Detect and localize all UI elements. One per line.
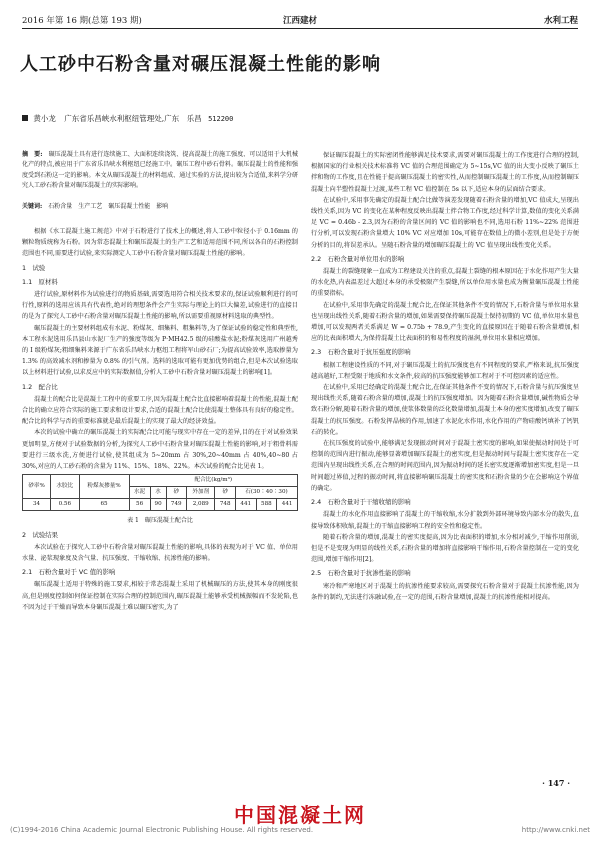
paragraph: 本次试验在于探究人工砂中石粉含量对碾压混凝土性能的影响,具体的表现为对于 VC 值、单位用水量、泌浆现象度及含气量、抗压强度、干缩收缩、抗渗性能的影响。 — [22, 543, 298, 562]
section-heading: 2.2 石粉含量对单位用水的影响 — [311, 254, 405, 263]
copyright-text: (C)1994-2016 China Academic Journal Electronic Publishing House. All rights reserved. — [10, 826, 314, 834]
left-column — [22, 150, 298, 613]
col-header: 水 — [150, 487, 166, 499]
col-header: 水胶比 — [51, 475, 79, 499]
col-header: 砂 — [215, 487, 235, 499]
abstract-label: 摘 要: — [22, 151, 43, 158]
author-marker-icon — [22, 115, 28, 121]
table-row — [23, 499, 298, 511]
mix-table — [22, 474, 298, 511]
table-cell: 34 — [23, 499, 51, 511]
footer-link[interactable]: http://www.cnki.net — [521, 826, 590, 834]
table-cell: 65 — [79, 499, 129, 511]
table-cell: 748 — [215, 499, 235, 511]
header-rule — [22, 28, 578, 29]
abstract-text: 碾压混凝土具有进行连续施工、大面积连续浇筑、提高混凝土的施工强度、可以适用于大机械化产的特点,被应用于广东省乐昌峡水利枢纽已经施工中。碾压工程中砂石骨料。碾压混凝土的性能和强度受到石粉这一定的影响。本文从碾压混凝土的材料组成、通过实验的方法,提出较为合适值,来料学分研究人工砂石粉含量对碾压混凝土的实际影响。 — [22, 151, 298, 190]
table-cell: 0.56 — [51, 499, 79, 511]
paragraph: 在抗压强度的试验中,能够满足发现振动时间对于混凝土密实度的影响,如果使振动时间处于可控制的范围内进行振动,能够显著增加碾压混凝土的密实度,但是振动时间与混凝土密实度存在一定范围内呈现出线性关系,在合理的时间范围内,因为振动时间的延长密实度逐渐增加密实度,但是一旦时间超过界值,过程的振动时间,将直接影响碾压混凝土的密实度和石粉含量的少在会影响这个界值的确定。 — [311, 440, 579, 492]
paragraph: 碾压混凝土适用于特殊的施工要求,相较于常态混凝土采用了机械碾压的方法,使其本身的刚度很高,但是刚度控制如何保证控制在实际合理的控制范围内,碾压混凝土能够承受机械振幅而不发轮陷,也不因为过于干燥而导致本身碾压混凝土难以碾压密实,为了 — [22, 581, 298, 611]
left-body — [22, 226, 298, 472]
page-number: · 147 · — [542, 778, 570, 788]
section-heading: 1.2 配合比 — [22, 382, 58, 391]
paragraph: 混凝土的水化作用直接影响了混凝土的干缩收缩,水分扩散到外部环境导致内部水分的散失,直接导致体积收缩,混凝土的干缩直接影响工程的安全性和稳定性。 — [311, 511, 579, 530]
journal-name: 江西建材 — [282, 16, 317, 26]
col-header: 石(30∶40∶30) — [235, 487, 297, 499]
section-heading: 2.3 石粉含量对于抗压强度的影响 — [311, 348, 411, 357]
section-heading: 2.4 石粉含量对于干缩收缩的影响 — [311, 498, 411, 507]
paper-title: 人工砂中石粉含量对碾压混凝土性能的影响 — [20, 54, 381, 75]
col-header: 砂率% — [23, 475, 51, 499]
paragraph: 随着石粉含量的增加,混凝土的密实度提高,因为比表面积的增加,水分相对减少,干缩作用削弱,但是不是变现为明显的线性关系,石粉含量的增加将直接影响干缩作用,石粉含量控制在一定的变化范围,增加干缩作用[2]。 — [311, 533, 579, 564]
left-body-2 — [22, 530, 298, 613]
paragraph: 根据《水工混凝土施工规范》中对于石粉进行了技术上的概述,将人工砂中粒径小于 0.16mm 的颗粒物质统称为石粉。因为常态混凝土和碾压混凝土的生产工艺和适用范围不同,所以各自的石粉控制范围也不同,需要进行试验,来实际测定人工砂中石粉含量对碾压混凝土性能的影响。 — [22, 228, 298, 258]
table-cell: 90 — [150, 499, 166, 511]
table-cell: 2,089 — [186, 499, 214, 511]
right-column — [311, 150, 579, 603]
watermark: 中国混凝土网 — [234, 803, 366, 827]
table-header-row — [23, 475, 298, 487]
paragraph: 混凝土的配合比是混凝土工程中的重要工序,因为混凝土配合比直接影响着混凝土的性能,混凝土配合比的确立应符合实际的施工要求和设计要求,合适的混凝土配合比使混凝土整体具有良好的稳定性。配合比的科学与否的重要标准就是最后混凝土的实现了最大的经济效益。 — [22, 395, 298, 426]
col-header: 砂 — [166, 487, 186, 499]
table-cell: 441 — [277, 499, 298, 511]
keywords — [22, 202, 298, 212]
paragraph: 寒冷和严寒地区对于混凝土的抗渗性能要求较高,需要探究石粉含量对于混凝土抗渗性能,因为条件的制约,无法进行冻融试验,在一定的范围,石粉含量增加,混凝土的抗渗性能相对提高。 — [311, 582, 579, 601]
section-heading: 2 试验结果 — [22, 530, 59, 539]
section-heading: 1.1 原材料 — [22, 277, 58, 286]
authors-line — [22, 113, 233, 124]
author-postcode: 512200 — [208, 115, 234, 123]
abstract — [22, 150, 298, 192]
table-cell: 441 — [235, 499, 256, 511]
paragraph: 在试验中,采用事先确定的混凝土配合比做等演差发现随着石粉含量的增加,VC 值成大,呈现出线性关系,因为 VC 的变化在某种程度反映出混凝土拌合物工作度,经过科学计算,数值的变化关系满足 VC = 0.46b - 2.3,因为石粉的含量区间的 VC 值的影响也不同,选用石粉 11%~22% 范围进行分析,可以发现石粉含量增大 10% VC 对应增加 10s,可能存在数值上的微小差别,但是处于方便分析的目的,将误差承认。呈随石粉含量的增加碾压混凝土的 VC 值呈现出线性变化关系。 — [311, 196, 579, 249]
author-affiliation: 广东省乐昌峡水利枢纽管理处,广东 乐昌 — [64, 114, 202, 123]
table-caption: 表 1 碾压混凝土配合比 — [127, 517, 193, 525]
author-name: 黄小龙 — [33, 114, 56, 123]
section-name: 水利工程 — [543, 16, 578, 26]
section-heading: 1 试验 — [22, 263, 46, 272]
paragraph: 本次的试验中确立的碾压混凝土的实际配合比可能与现实中存在一定的差异,目的在于对试验效果更加明显,方便对于试验数据的分析,为探究人工砂中石粉含量对碾压混凝土性能的影响,对于粗骨料需要进行三级水洗,方便进行试验,使其组成为 5~20mm 占 30%,20~40mm 占 40%,40~80 占 30%,对应的人工砂石粉的含量为 11%、15%、18%、22%。本次试验的配合比见表 1。 — [22, 429, 298, 471]
paragraph: 在试验中,采用事先确定的混凝土配合比,在保证其他条件不变的情况下,石粉含量与单位用水量也呈现出线性关系,随着石粉含量的增加,如果需要保持碾压混凝土保持初期的 VC 值,单位用水量也增加,可以发现两者关系满足 W = 0.75b + 78.9,产生变化的直接原因在于随着石粉含量增加,相应的比表面积增大,为保持混凝土比表面积的和易性程度的湿润,单位用水量相应增加。 — [311, 301, 579, 343]
paragraph: 混凝土的裂缝现象一直成为工程建设关注的重点,混凝土裂缝的根本原因在于水化作用产生大量的水化热,内表温差过大超过本身的承受极限产生裂缝,所以单位用水量也成为衡量碾压混凝土性能的重要指标。 — [311, 268, 579, 298]
paragraph: 保证碾压混凝土的实际密闭性能够满足技术要求,需要对碾压混凝土的工作度进行合理的控制,根据国家的行业相关技术标准将 VC 值的合理范围确定为 5~15s,VC 值的出大变小反映了碾压土拌和物的工作度,且在性能于提高碾压混凝土的密实性,从而控制碾压混凝土的工作度,从而控制碾压混凝土向半塑性混凝土过渡,某些工程 VC 值控制在 5s 以下,适应本身的层面结合要求。 — [311, 152, 579, 193]
table-cell: 56 — [129, 499, 150, 511]
col-header: 水泥 — [129, 487, 150, 499]
page-header — [22, 12, 578, 26]
table-group-header: 配合比(kg/m³) — [129, 475, 297, 487]
issue-info: 2016 年第 16 期(总第 193 期) — [22, 16, 142, 26]
col-header: 外加剂 — [186, 487, 214, 499]
section-heading: 2.5 石粉含量对于抗渗性能的影响 — [311, 569, 411, 578]
table-cell: 588 — [256, 499, 277, 511]
keywords-text: 石粉含量 生产工艺 碾压混凝土性能 影响 — [48, 202, 169, 210]
footer — [10, 826, 590, 834]
col-header: 粉煤灰掺量% — [79, 475, 129, 499]
paragraph: 在试验中,采用已经确定的混凝土配合比,在保证其他条件不变的情况下,石粉含量与抗压强度呈现出线性关系,随着石粉含量的增加,混凝土的抗压强度增加。因为随着石粉含量增加,碱性物质会导致石粉分解,随着石粉含量的增加,使浆体数量的泛化数量增加,混凝土本身的密实度增加,改变了碾压混凝土的抗压强度。石粉发挥晶核的作用,加速了水泥化水作用,水化作用的产物硅酸钙填补了钙钒石的转化。 — [311, 384, 579, 436]
section-heading: 2.1 石粉含量对于 VC 值的影响 — [22, 568, 116, 577]
keywords-label: 关键词: — [22, 202, 43, 210]
paragraph: 碾压混凝土的主要材料组成有水泥、粉煤灰、细集料、粗集料等,为了保证试验的稳定性和典型性,本工程水泥选用乐昌县山水泥厂生产的強度等级为 P·MH42.5 级的硅酸盐水泥;粉煤灰选用广州越秀的 I 级粉煤灰;粗细集料来源于广东省乐昌峡水力枢纽工程将军山砂石厂;为提高试验效率,选取掺量为 1.3% 的高效减水剂和掺量为 0.8% 的引气剂。选料的选取可能有更加优势的组合,但是本次试验选取以上材料进行试验,以求反应中的实际数据值,分析人工砂中石粉含量对碾压混凝土的影响[1]。 — [22, 324, 298, 377]
paragraph: 进行试验,原材料作为试验进行的物质基础,需要选用符合相关技术要求的,保证试验顺利进行的可行性,原料的选用应该具有代表性,绝对的理想条件会产生实际与理论上的巨大偏差,试验进行的直接目的是为了探究人工砂中石粉含量对碾压混凝土性能的影响,所以需要重视原材料选取的典型性。 — [22, 291, 298, 321]
table-cell: 749 — [166, 499, 186, 511]
paragraph: 根据工程建设性质的不同,对于碾压混凝土的抗压强度也有不同程度的要求,严格来说,抗压强度越高越好,工程受限于地质和水文条件,较高的抗压强度能够加工程对于不可控因素的适应性。 — [311, 361, 579, 380]
